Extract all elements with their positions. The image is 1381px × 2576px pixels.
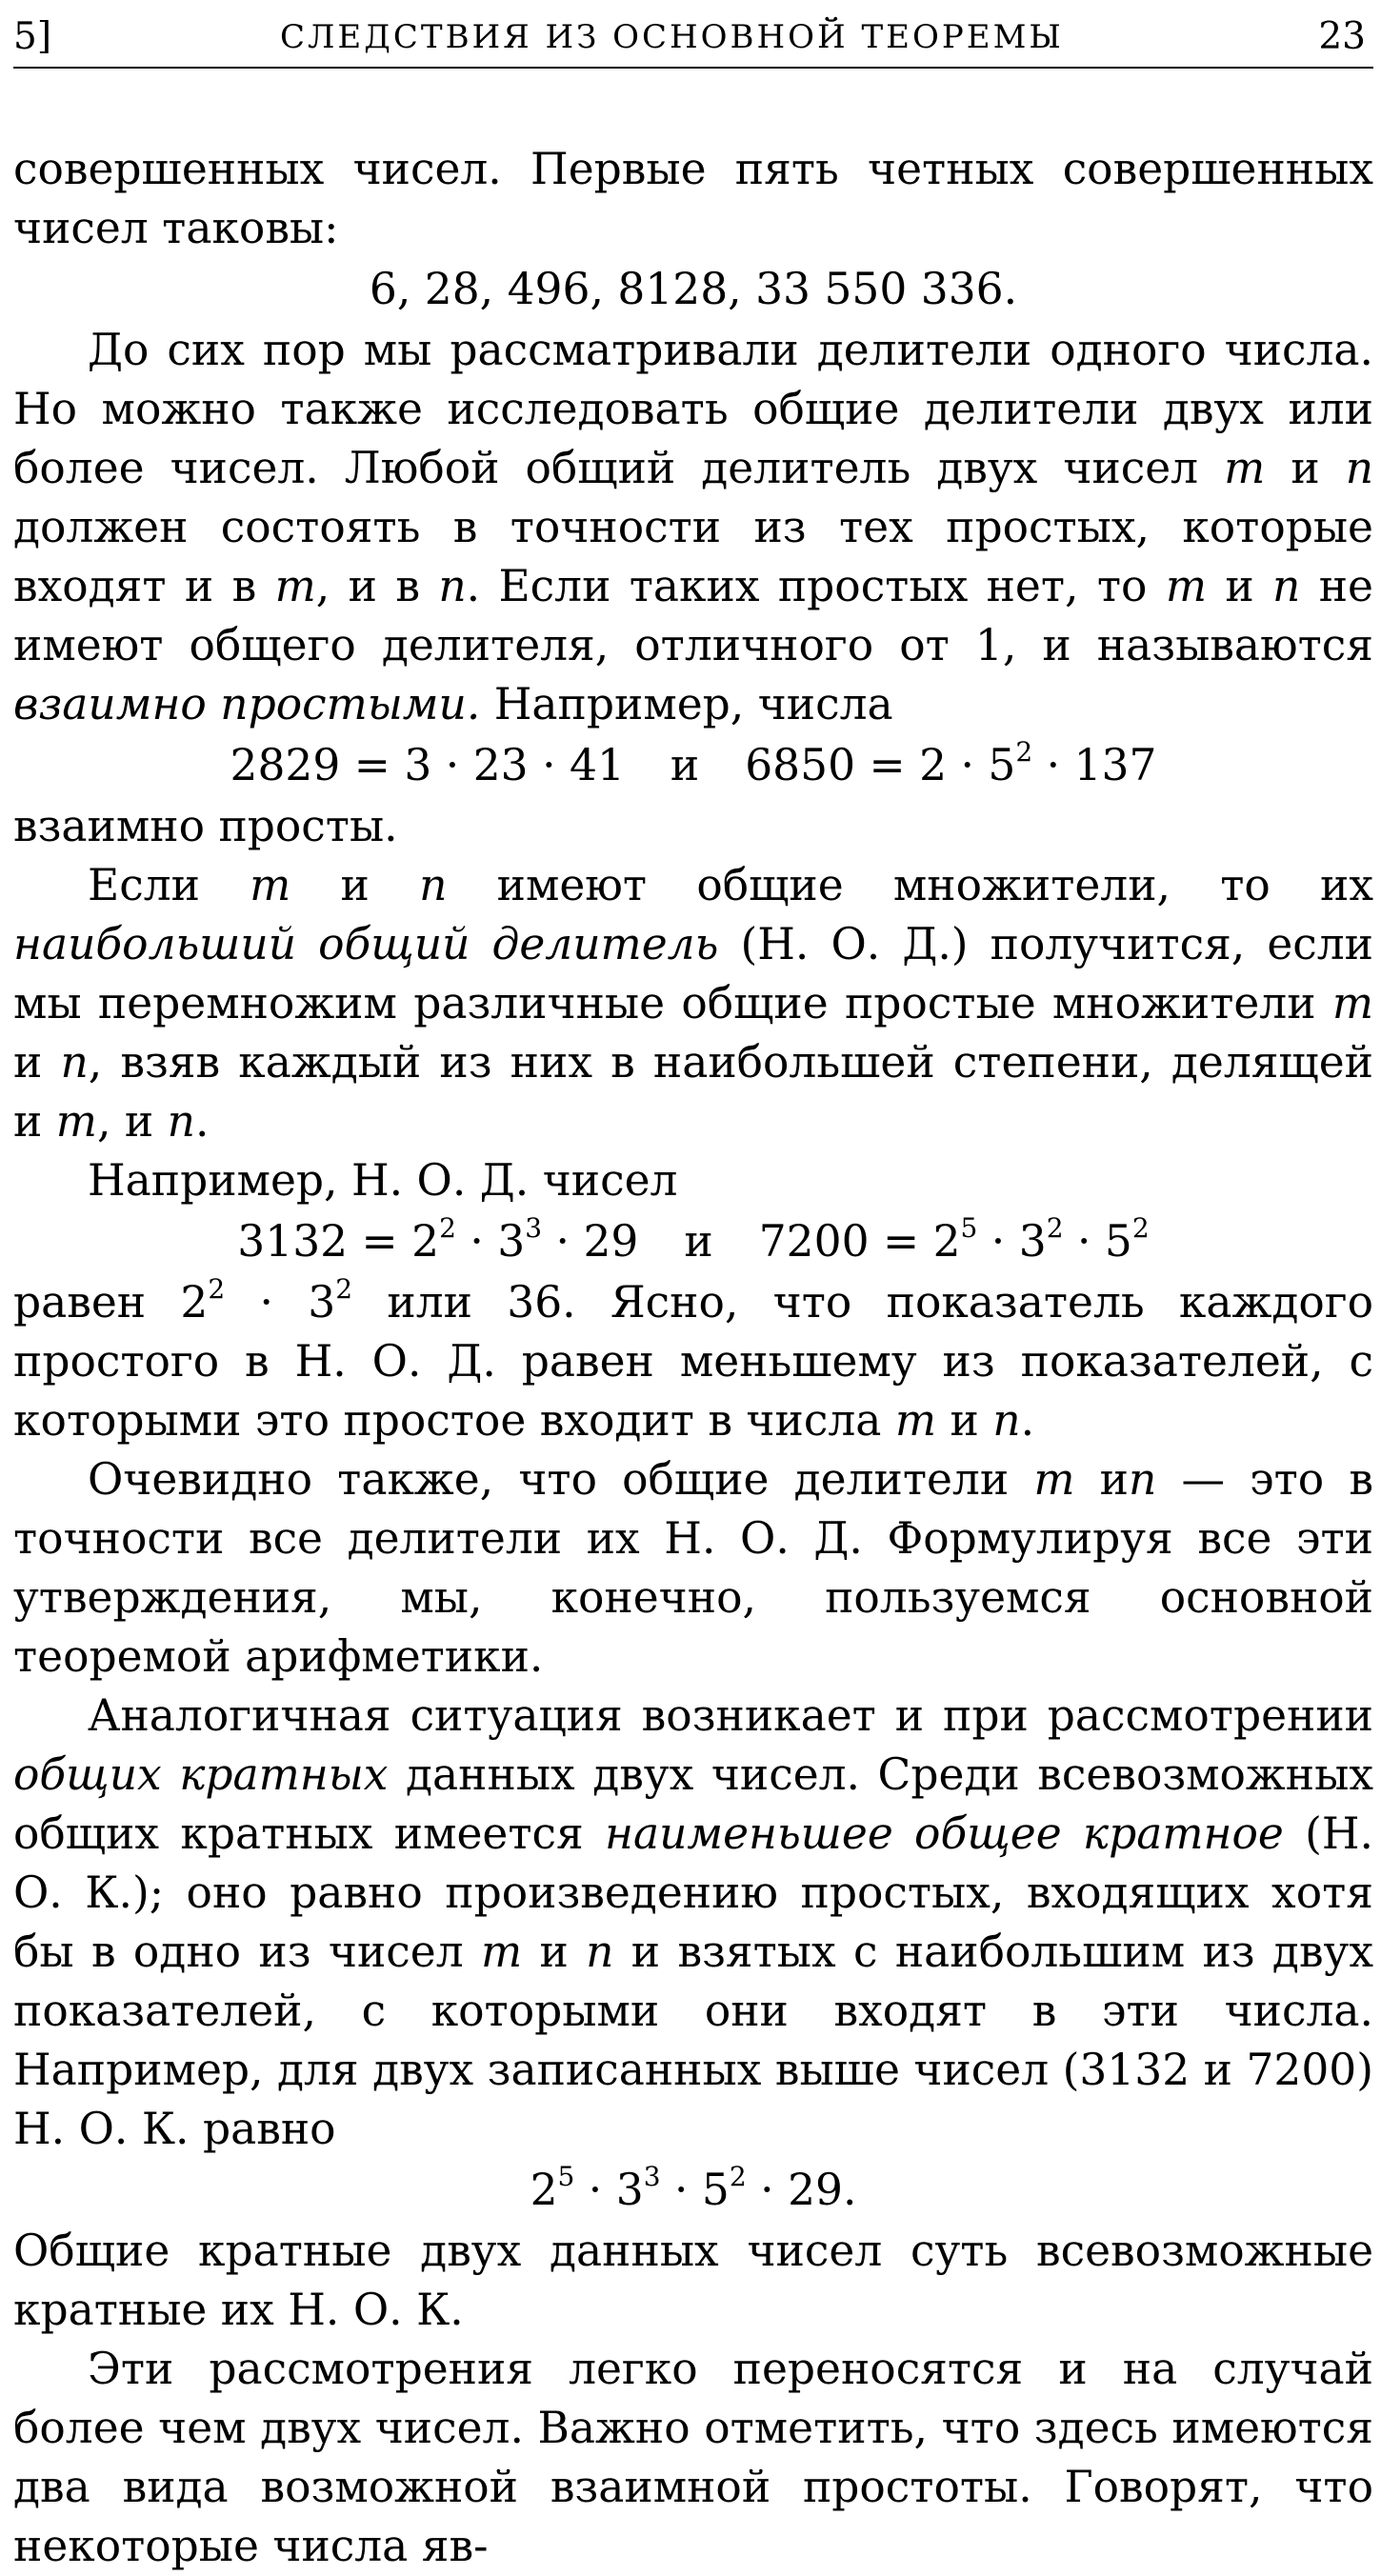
paragraph-8: Аналогичная ситуация возникает и при рассмотрении общих кратных данных двух чисел. Среди всевозможных общих кратных имеется наименьшее общее кратное (Н. О. К.); оно равно произведению простых, входящих хотя бы в одно из чисел m и n и взятых с наибольшим из двух показателей, с которыми они входят в эти числа. Например, для двух записанных выше чисел (3132 и 7200) Н. О. К. равно [13, 1690, 1373, 2154]
formula-gcd-example: $3132 = 2^2 \cdot 3^3 \cdot 29$ и $7200 = 2^5 \cdot 3^2 \cdot 5^2$ [237, 1211, 1150, 1267]
running-header [13, 11, 1373, 69]
chapter-title: СЛЕДСТВИЯ ИЗ ОСНОВНОЙ ТЕОРЕМЫ [280, 18, 1064, 56]
header-left [13, 11, 1064, 63]
term-common-multiples: общих кратных [13, 1749, 389, 1800]
formula-perfect-numbers: 6, 28, 496, 8128, 33 550 336. [369, 264, 1018, 314]
page-number: 23 [1318, 15, 1366, 58]
paragraph-6: равен $2^2 \cdot 3^2$ или 36. Ясно, что показатель каждого простого в Н. О. Д. равен меньшему из показателей, с которыми это простое входит в числа m и n. [13, 1272, 1373, 1446]
paragraph-1: совершенных чисел. Первые пять четных совершенных чисел таковы: [13, 144, 1373, 253]
paragraph-9: Общие кратные двух данных чисел суть всевозможные кратные их Н. О. К. [13, 2226, 1373, 2335]
section-number: 5] [13, 15, 52, 58]
paragraph-10: Эти рассмотрения легко переносятся и на случай более чем двух чисел. Важно отметить, что здесь имеются два вида возможной взаимной простоты. Говорят, что некоторые числа яв- [13, 2344, 1373, 2571]
body-text [13, 140, 1373, 2576]
paragraph-2: До сих пор мы рассматривали делители одного числа. Но можно также исследовать общие делители двух или более чисел. Любой общий делитель двух чисел m и n должен состоять в точности из тех простых, которые входят и в m, и в n. Если таких простых нет, то m и n не имеют общего делителя, отличного от 1, и называются взаимно простыми. Например, числа [13, 325, 1373, 729]
paragraph-5: Например, Н. О. Д. чисел [88, 1155, 678, 1206]
paragraph-4: Если m и n имеют общие множители, то их наибольший общий делитель (Н. О. Д.) получится, если мы перемножим различные общие простые множители m и n, взяв каждый из них в наибольшей степени, делящей и m, и n. [13, 860, 1373, 1147]
formula-lcm-example: $2^5 \cdot 3^3 \cdot 5^2 \cdot 29$. [530, 2160, 857, 2215]
formula-coprime-example: 2829 = 3 · 23 · 41 и $6850 = 2 \cdot 5^2 \cdot 137$ [230, 735, 1157, 790]
paragraph-3: взаимно просты. [13, 801, 398, 851]
term-lcm: наименьшее общее кратное [605, 1808, 1284, 1859]
paragraph-7: Очевидно также, что общие делители m иn — это в точности все делители их Н. О. Д. Формулируя все эти утверждения, мы, конечно, пользуемся основной теоремой арифметики. [13, 1454, 1373, 1682]
term-gcd: наибольший общий делитель [13, 919, 719, 969]
term-coprime: взаимно простыми. [13, 679, 481, 729]
